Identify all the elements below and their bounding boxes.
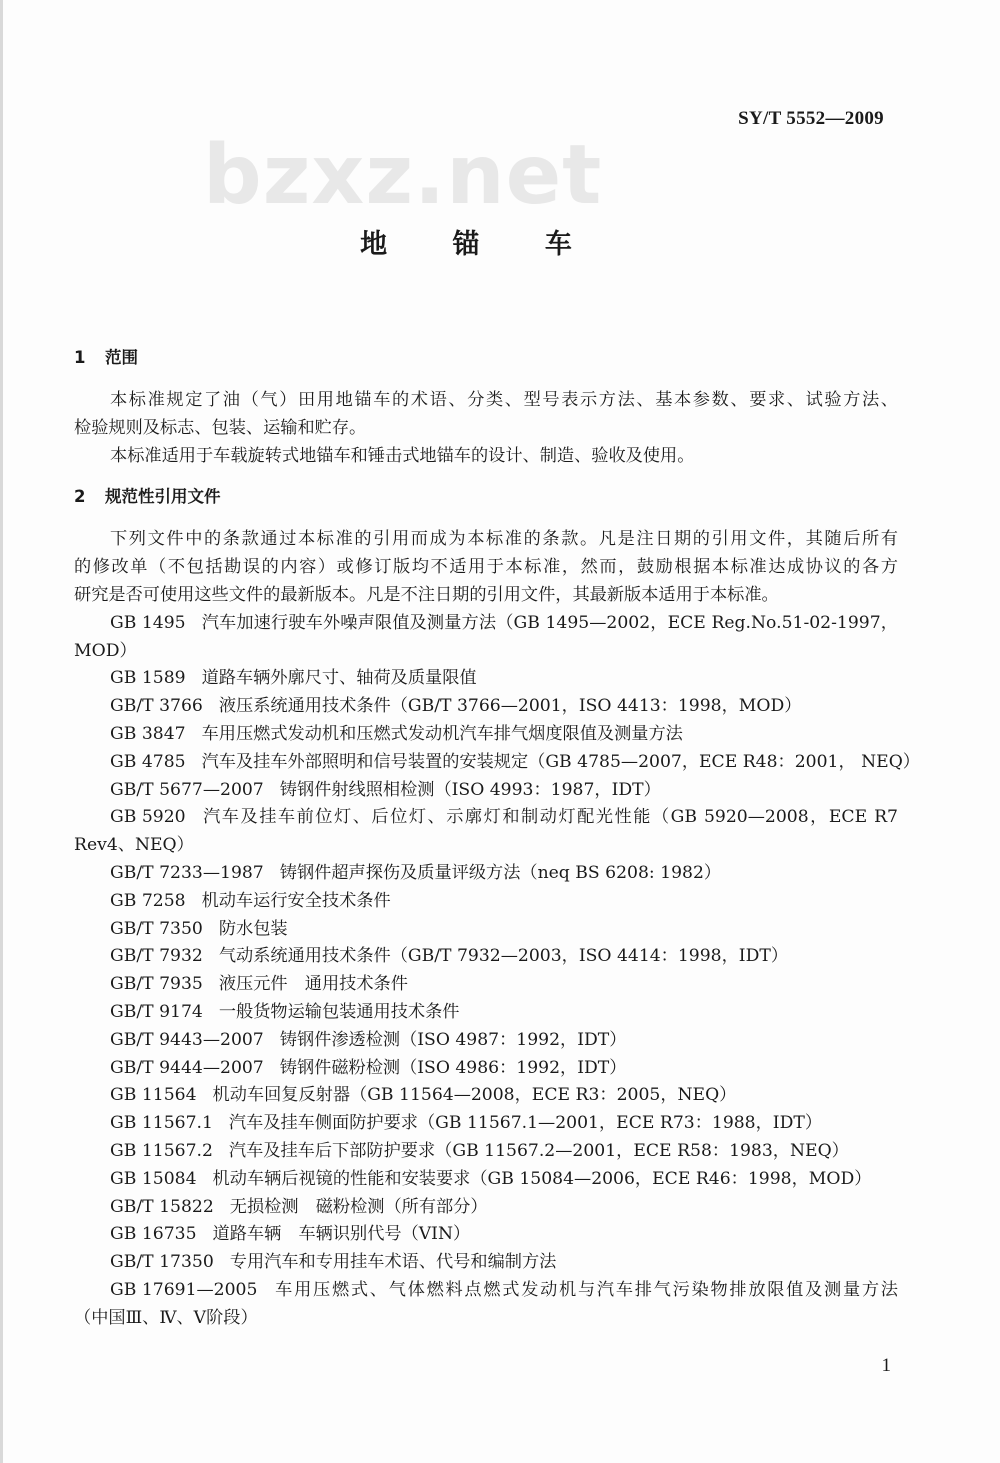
reference-title: 机动车运行安全技术条件 <box>201 890 391 911</box>
reference-title: 专用汽车和专用挂车术语、代号和编制方法 <box>229 1252 557 1273</box>
reference-code: GB 1495 <box>110 612 186 633</box>
reference-item <box>74 665 898 693</box>
reference-code: GB/T 7233—1987 <box>110 862 264 883</box>
reference-item <box>74 693 898 721</box>
reference-item <box>74 943 898 971</box>
reference-code: GB/T 9444—2007 <box>110 1057 264 1078</box>
reference-title: 道路车辆 车辆识别代号（VIN） <box>212 1224 471 1245</box>
reference-title: 汽车及挂车后下部防护要求（GB 11567.2—2001，ECE R58：1983，NEQ） <box>228 1140 849 1161</box>
reference-code: GB/T 7350 <box>110 918 203 939</box>
reference-title: 无损检测 磁粉检测（所有部分） <box>229 1196 488 1217</box>
reference-title: 铸钢件渗透检测（ISO 4987：1992，IDT） <box>279 1029 627 1050</box>
reference-title: 道路车辆外廓尺寸、轴荷及质量限值 <box>201 668 477 689</box>
reference-title: 汽车及挂车侧面防护要求（GB 11567.1—2001，ECE R73：1988，IDT） <box>228 1113 823 1134</box>
reference-code: GB/T 3766 <box>110 696 203 717</box>
paragraph-line: 下列文件中的条款通过本标准的引用而成为本标准的条款。凡是注日期的引用文件，其随后所有 <box>110 529 898 550</box>
paragraph-line: 的修改单（不包括勘误的内容）或修订版均不适用于本标准，然而，鼓励根据本标准达成协议的各方 <box>74 557 898 578</box>
reference-code: GB 3847 <box>110 723 186 744</box>
page-title: 地 锚 车 <box>360 229 600 260</box>
reference-item <box>74 749 920 777</box>
reference-item <box>74 1055 898 1083</box>
reference-title: 一般货物运输包装通用技术条件 <box>218 1001 460 1022</box>
section-heading <box>74 482 898 512</box>
reference-continuation: Rev4、NEQ） <box>74 835 194 856</box>
section-title: 范围 <box>105 348 138 367</box>
paragraph-line: 本标准适用于车载旋转式地锚车和锤击式地锚车的设计、制造、验收及使用。 <box>110 445 695 466</box>
reference-item <box>74 1249 898 1277</box>
reference-code: GB/T 17350 <box>110 1252 214 1273</box>
reference-code: GB/T 9443—2007 <box>110 1029 264 1050</box>
reference-code: GB 17691—2005 <box>110 1279 258 1300</box>
reference-code: GB 15084 <box>110 1168 197 1189</box>
reference-item <box>74 971 898 999</box>
section-number: 1 <box>74 348 86 367</box>
reference-item <box>74 888 898 916</box>
reference-title: 车用压燃式发动机和压燃式发动机汽车排气烟度限值及测量方法 <box>201 723 683 744</box>
reference-title: 汽车加速行驶车外噪声限值及测量方法（GB 1495—2002，ECE Reg.No.51-02-1997， <box>201 612 898 633</box>
reference-item <box>74 916 898 944</box>
reference-item <box>74 860 898 888</box>
reference-code: GB 1589 <box>110 668 186 689</box>
section-number: 2 <box>74 487 86 507</box>
reference-title: 车用压燃式、气体燃料点燃式发动机与汽车排气污染物排放限值及测量方法 <box>273 1279 898 1300</box>
reference-item <box>74 1221 898 1249</box>
reference-code: GB 11564 <box>110 1085 197 1106</box>
page-number: 1 <box>881 1355 891 1376</box>
reference-item <box>74 1138 898 1166</box>
reference-item <box>74 804 898 832</box>
reference-code: GB 4785 <box>110 751 186 772</box>
reference-item <box>74 721 898 749</box>
reference-code: GB/T 7935 <box>110 974 203 995</box>
paragraph-line: 本标准规定了油（气）田用地锚车的术语、分类、型号表示方法、基本参数、要求、试验方法、 <box>110 390 898 410</box>
reference-list <box>74 610 920 1333</box>
paragraph-line: 研究是否可使用这些文件的最新版本。凡是不注日期的引用文件，其最新版本适用于本标准。 <box>74 584 779 605</box>
reference-code: GB 11567.1 <box>110 1113 213 1134</box>
reference-code: GB/T 5677—2007 <box>110 779 264 800</box>
document-body <box>74 343 920 1333</box>
reference-code: GB 5920 <box>110 807 186 828</box>
reference-title: 防水包装 <box>218 918 288 939</box>
reference-title: 液压元件 通用技术条件 <box>218 974 408 995</box>
reference-item <box>74 999 898 1027</box>
reference-title: 铸钢件磁粉检测（ISO 4986：1992，IDT） <box>279 1057 627 1078</box>
reference-code: GB 11567.2 <box>110 1140 213 1161</box>
reference-item <box>74 1110 898 1138</box>
page-edge <box>0 0 3 1463</box>
reference-title: 机动车回复反射器（GB 11564—2008，ECE R3：2005，NEQ） <box>212 1085 737 1106</box>
reference-code: GB/T 15822 <box>110 1196 214 1217</box>
reference-item <box>74 1166 898 1194</box>
reference-code: GB 7258 <box>110 890 186 911</box>
reference-title: 铸钢件超声探伤及质量评级方法（neq BS 6208: 1982） <box>279 862 722 883</box>
reference-title: 汽车及挂车外部照明和信号装置的安装规定（GB 4785—2007，ECE R48：2001， NEQ） <box>201 751 920 772</box>
reference-code: GB 16735 <box>110 1224 197 1245</box>
section-heading <box>74 343 898 373</box>
reference-item <box>74 610 898 638</box>
reference-code: GB/T 7932 <box>110 946 203 967</box>
section-title: 规范性引用文件 <box>105 487 221 507</box>
reference-item <box>74 1277 898 1305</box>
reference-title: 液压系统通用技术条件（GB/T 3766—2001，ISO 4413：1998，MOD） <box>218 696 802 717</box>
reference-title: 铸钢件射线照相检测（ISO 4993：1987，IDT） <box>279 779 661 800</box>
reference-title: 气动系统通用技术条件（GB/T 7932—2003，ISO 4414：1998，IDT） <box>218 946 789 967</box>
watermark: bzxz.net <box>203 128 603 223</box>
reference-continuation: MOD） <box>74 640 137 661</box>
reference-item <box>74 1027 898 1055</box>
paragraph-line: 检验规则及标志、包装、运输和贮存。 <box>74 417 367 438</box>
reference-title: 汽车及挂车前位灯、后位灯、示廓灯和制动灯配光性能（GB 5920—2008，ECE R7 <box>201 807 898 828</box>
reference-continuation: （中国Ⅲ、Ⅳ、Ⅴ阶段） <box>74 1307 258 1328</box>
reference-code: GB/T 9174 <box>110 1001 203 1022</box>
reference-title: 机动车辆后视镜的性能和安装要求（GB 15084—2006，ECE R46：1998，MOD） <box>212 1168 872 1189</box>
reference-item <box>74 1082 898 1110</box>
reference-item <box>74 777 898 805</box>
document-code: SY/T 5552—2009 <box>738 108 884 129</box>
reference-item <box>74 1194 898 1222</box>
